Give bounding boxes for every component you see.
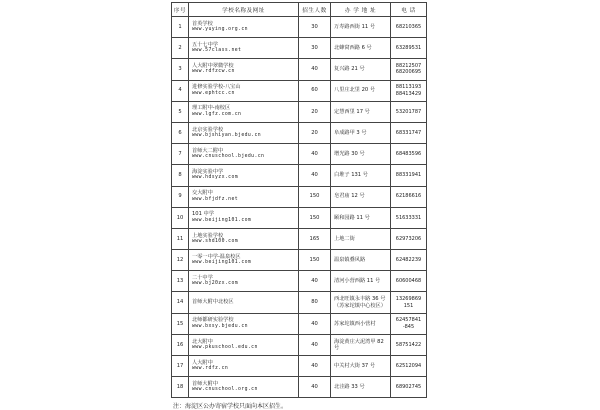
row-number: 9 (172, 186, 189, 207)
enrollment-quota: 150 (299, 207, 331, 228)
school-website: www.ephtcc.cn (192, 90, 235, 96)
phone-cell (391, 207, 427, 228)
phone-cell (391, 186, 427, 207)
enrollment-quota: 40 (299, 271, 331, 292)
phone-cell (391, 250, 427, 271)
school-name: 理工附中-南校区 (192, 105, 231, 112)
school-website: www.bfjdfz.net (192, 196, 239, 202)
row-number: 10 (172, 207, 189, 228)
school-address: 阜成路甲 3 号 (331, 122, 391, 143)
school-name: 交大附中 (192, 190, 213, 197)
phone-number: 62186616 (395, 193, 422, 200)
school-name: 北京实验学校 (192, 126, 224, 133)
table-header-row (172, 3, 427, 17)
school-address: 西北旺镇永丰路 36 号（苏家坨镇中心校区） (331, 292, 391, 313)
table-row (172, 101, 427, 122)
row-number: 2 (172, 38, 189, 59)
enrollment-quota: 30 (299, 17, 331, 38)
row-number: 12 (172, 250, 189, 271)
table-row (172, 250, 427, 271)
school-address: 万寿路西街 11 号 (331, 17, 391, 38)
phone-cell (391, 271, 427, 292)
table-row (172, 377, 427, 398)
phone-number: 68200695 (395, 69, 422, 76)
school-cell (189, 292, 299, 313)
phone-cell (391, 144, 427, 165)
school-website: www.hdsyzx.com (192, 175, 239, 181)
school-address: 苏家坨镇西小营村 (331, 313, 391, 334)
header-address: 办 学 地 址 (331, 3, 391, 17)
school-website: www.cnuschool.bjedu.cn (192, 154, 265, 160)
table-row (172, 122, 427, 143)
school-cell (189, 165, 299, 186)
table-row (172, 313, 427, 334)
footnote: 注：海淀区公办寄宿学校只面向本区招生。 (173, 403, 288, 410)
enrollment-quota: 150 (299, 186, 331, 207)
school-address: 北洼路 33 号 (331, 377, 391, 398)
school-address: 海淀黄庄大泥湾甲 82 号 (331, 334, 391, 355)
school-address: 清河小营西路 11 号 (331, 271, 391, 292)
header-school-name: 学校名称及网址 (189, 3, 299, 17)
phone-number: 62457841 (395, 317, 422, 324)
school-cell (189, 144, 299, 165)
enrollment-quota: 150 (299, 250, 331, 271)
table-row (172, 271, 427, 292)
school-address: 皂君庙 12 号 (331, 186, 391, 207)
phone-cell (391, 334, 427, 355)
table-row (172, 334, 427, 355)
school-list-document (171, 2, 426, 410)
header-phone: 电 话 (391, 3, 427, 17)
enrollment-quota: 60 (299, 80, 331, 101)
enrollment-quota: 20 (299, 122, 331, 143)
phone-number: 68483596 (395, 151, 422, 158)
phone-number: 62482239 (395, 256, 422, 263)
school-name: 人大附中 (192, 359, 213, 366)
school-website: www.bjshiyan.bjedu.cn (192, 133, 262, 139)
phone-cell (391, 377, 427, 398)
phone-number: -845 (402, 323, 415, 330)
phone-number: 60600468 (395, 278, 422, 285)
school-address: 定慧西里 17 号 (331, 101, 391, 122)
header-no: 序号 (172, 3, 189, 17)
phone-number: 53201787 (395, 108, 422, 115)
enrollment-quota: 165 (299, 228, 331, 249)
phone-number: 88331941 (395, 172, 422, 179)
table-row (172, 38, 427, 59)
phone-number: 62512094 (395, 362, 422, 369)
phone-number: 63289531 (395, 45, 422, 52)
school-cell (189, 271, 299, 292)
school-cell (189, 250, 299, 271)
school-website: www.bxsy.bjedu.cn (192, 323, 248, 329)
enrollment-quota: 40 (299, 165, 331, 186)
school-name: 一零一中学-温泉校区 (192, 253, 241, 260)
table-row (172, 228, 427, 249)
row-number: 14 (172, 292, 189, 313)
school-cell (189, 186, 299, 207)
phone-number: 68902745 (395, 384, 422, 391)
phone-cell (391, 59, 427, 80)
row-number: 4 (172, 80, 189, 101)
school-address: 增光路 30 号 (331, 144, 391, 165)
table-row (172, 207, 427, 228)
school-website: www.cnuschool.org.cn (192, 387, 258, 393)
row-number: 13 (172, 271, 189, 292)
school-address: 上地二街 (331, 228, 391, 249)
school-cell (189, 80, 299, 101)
phone-cell (391, 122, 427, 143)
row-number: 1 (172, 17, 189, 38)
table-row (172, 165, 427, 186)
enrollment-quota: 40 (299, 313, 331, 334)
table-body (172, 17, 427, 398)
table-row (172, 292, 427, 313)
school-website: www.57class.net (192, 48, 242, 54)
school-name: 北大附中 (192, 338, 213, 345)
school-name: 上地实验学校 (192, 232, 224, 239)
phone-cell (391, 101, 427, 122)
enrollment-quota: 40 (299, 356, 331, 377)
school-table (171, 2, 427, 398)
school-website: www.beijing101.com (192, 260, 252, 266)
school-name: 首师大二附中 (192, 147, 224, 154)
school-cell (189, 122, 299, 143)
school-website: www.bj20zx.com (192, 281, 239, 287)
phone-cell (391, 313, 427, 334)
school-name: 进修实验学校-八宝山 (192, 84, 241, 91)
phone-number: 68210365 (395, 23, 422, 30)
phone-number: 62973206 (395, 235, 422, 242)
school-website: www.shd100.com (192, 238, 239, 244)
school-address: 颐和园路 11 号 (331, 207, 391, 228)
school-website: www.rdfz.cn (192, 366, 229, 372)
school-website: www.lgfz.com.cn (192, 111, 242, 117)
school-name: 首师大附中北校区 (192, 299, 234, 306)
school-cell (189, 59, 299, 80)
row-number: 11 (172, 228, 189, 249)
table-row (172, 59, 427, 80)
school-website: www.pkuschool.edu.cn (192, 344, 258, 350)
enrollment-quota: 20 (299, 101, 331, 122)
school-address: 北蜂窝西路 6 号 (331, 38, 391, 59)
school-name: 二十中学 (192, 274, 213, 281)
table-row (172, 144, 427, 165)
phone-number: 58751422 (395, 341, 422, 348)
school-address: 温泉镇叠风路 (331, 250, 391, 271)
school-cell (189, 228, 299, 249)
school-name: 人大附中翠微学校 (192, 63, 234, 70)
phone-number: 88212507 (395, 63, 422, 70)
header-quota: 招生人数 (299, 3, 331, 17)
school-address: 白堆子 131 号 (331, 165, 391, 186)
phone-number: 88113193 (395, 84, 422, 91)
phone-cell (391, 80, 427, 101)
school-name: 首英学校 (192, 20, 213, 27)
school-name: 101 中学 (192, 211, 214, 218)
school-cell (189, 207, 299, 228)
enrollment-quota: 30 (299, 38, 331, 59)
row-number: 5 (172, 101, 189, 122)
phone-cell (391, 292, 427, 313)
enrollment-quota: 40 (299, 144, 331, 165)
table-row (172, 17, 427, 38)
phone-number: 13269869 (395, 296, 422, 303)
enrollment-quota: 40 (299, 334, 331, 355)
school-name: 海淀实验中学 (192, 169, 224, 175)
row-number: 16 (172, 334, 189, 355)
school-address: 中关村大街 37 号 (331, 356, 391, 377)
school-cell (189, 334, 299, 355)
phone-number: 88413429 (395, 90, 422, 97)
row-number: 15 (172, 313, 189, 334)
phone-cell (391, 38, 427, 59)
school-address: 复兴路 21 号 (331, 59, 391, 80)
phone-cell (391, 165, 427, 186)
school-cell (189, 377, 299, 398)
row-number: 3 (172, 59, 189, 80)
phone-cell (391, 228, 427, 249)
enrollment-quota: 40 (299, 59, 331, 80)
table-row (172, 356, 427, 377)
school-cell (189, 313, 299, 334)
school-name: 北师都研实验学校 (192, 317, 234, 324)
phone-number: 151 (403, 302, 414, 309)
school-name: 首师大附中 (192, 380, 218, 387)
phone-cell (391, 356, 427, 377)
table-row (172, 186, 427, 207)
phone-number: 51633331 (395, 214, 422, 221)
school-cell (189, 17, 299, 38)
school-address: 八里庄北里 20 号 (331, 80, 391, 101)
school-website: www.rdfzcw.cn (192, 69, 235, 75)
phone-number: 68331747 (395, 129, 422, 136)
row-number: 17 (172, 356, 189, 377)
school-website: www.yuying.org.cn (192, 27, 248, 33)
phone-cell (391, 17, 427, 38)
school-cell (189, 356, 299, 377)
row-number: 18 (172, 377, 189, 398)
school-cell (189, 38, 299, 59)
table-row (172, 80, 427, 101)
enrollment-quota: 80 (299, 292, 331, 313)
school-website: www.beijing101.com (192, 217, 252, 223)
school-cell (189, 101, 299, 122)
row-number: 6 (172, 122, 189, 143)
school-name: 五十七中学 (192, 41, 218, 48)
row-number: 7 (172, 144, 189, 165)
row-number: 8 (172, 165, 189, 186)
enrollment-quota: 40 (299, 377, 331, 398)
